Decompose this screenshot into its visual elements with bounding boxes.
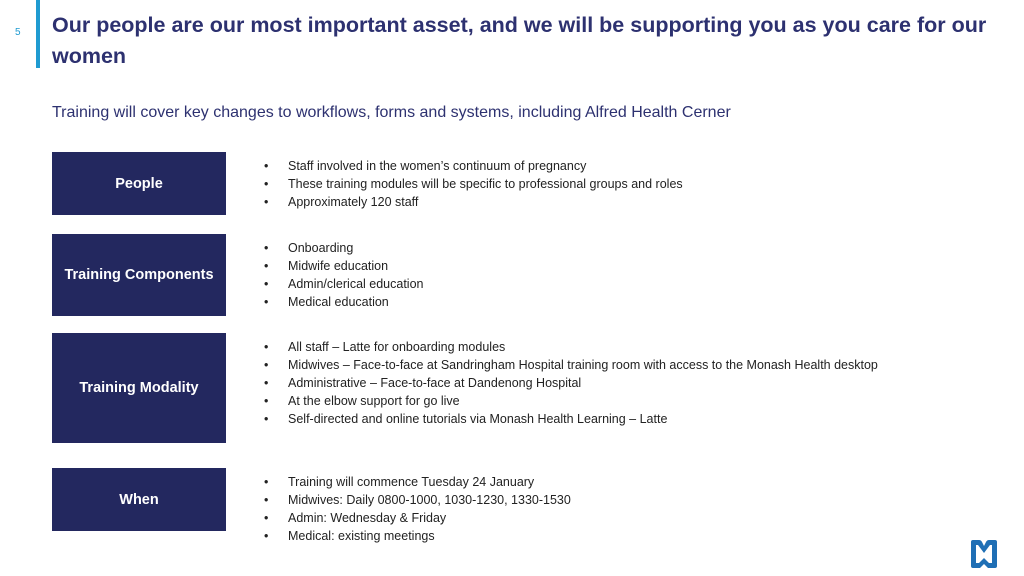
page-subtitle: Training will cover key changes to workflows, forms and systems, including Alfred Health Cerner (52, 104, 731, 121)
bullet-item: • These training modules will be specific to professional groups and roles (262, 175, 683, 193)
bullet-item: • Admin: Wednesday & Friday (262, 509, 571, 527)
bullet-item: • Midwife education (262, 257, 424, 275)
bullet-item: • Training will commence Tuesday 24 January (262, 473, 571, 491)
bullet-item: • Self-directed and online tutorials via Monash Health Learning – Latte (262, 410, 878, 428)
row-bullets-training-modality (262, 338, 878, 428)
monash-health-logo-icon (968, 538, 1000, 570)
row-label-training-components: Training Components (52, 234, 226, 316)
bullet-item: • Administrative – Face-to-face at Dandenong Hospital (262, 374, 878, 392)
bullet-item: • Medical: existing meetings (262, 527, 571, 545)
row-label-when: When (52, 468, 226, 531)
row-bullets-when (262, 473, 571, 545)
bullet-item: • Admin/clerical education (262, 275, 424, 293)
bullet-item: • All staff – Latte for onboarding modules (262, 338, 878, 356)
bullet-item: • Midwives: Daily 0800-1000, 1030-1230, 1330-1530 (262, 491, 571, 509)
slide-number: 5 (15, 27, 21, 38)
bullet-item: • At the elbow support for go live (262, 392, 878, 410)
page-title: Our people are our most important asset, and we will be supporting you as you care for our women (52, 13, 987, 68)
bullet-item: • Onboarding (262, 239, 424, 257)
row-bullets-people (262, 157, 683, 211)
title-accent-bar (36, 0, 40, 68)
bullet-item: • Staff involved in the women’s continuum of pregnancy (262, 157, 683, 175)
row-label-people: People (52, 152, 226, 215)
bullet-item: • Midwives – Face-to-face at Sandringham Hospital training room with access to the Monash Health desktop (262, 356, 878, 374)
row-bullets-training-components (262, 239, 424, 311)
row-label-training-modality: Training Modality (52, 333, 226, 443)
bullet-item: • Approximately 120 staff (262, 193, 683, 211)
bullet-item: • Medical education (262, 293, 424, 311)
